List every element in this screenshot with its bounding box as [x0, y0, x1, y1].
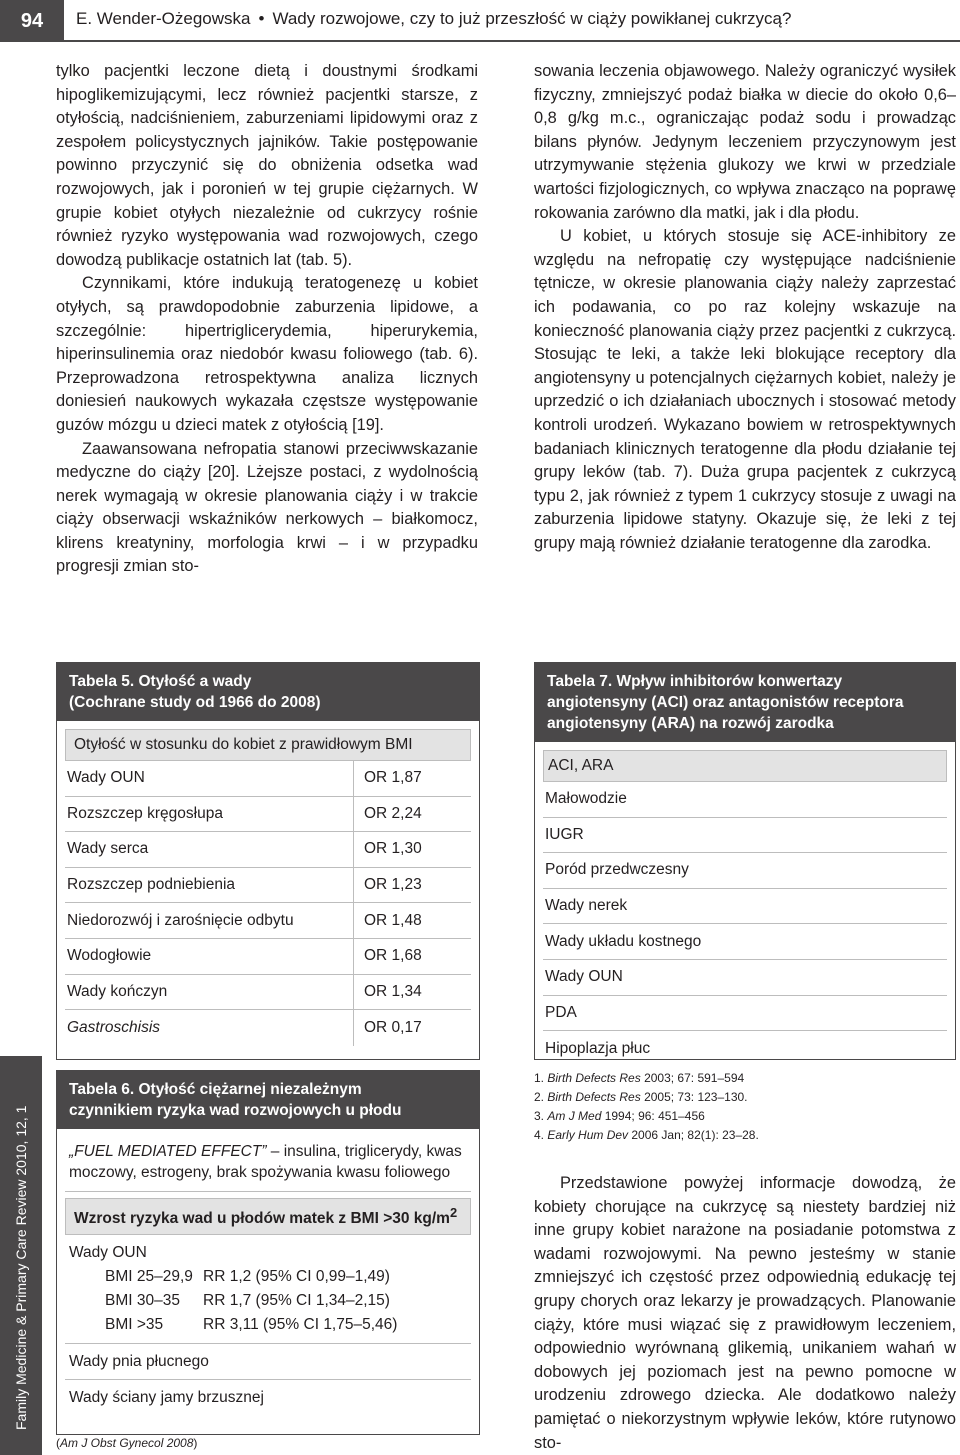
- reference-item: 3. Am J Med 1994; 96: 451–456: [534, 1109, 705, 1123]
- table-row: IUGR: [543, 818, 947, 854]
- paragraph: U kobiet, u których stosuje się ACE-inhibitory ze względu na nefropatię czy występujące nadciśnienie tętnicze, w okresie planowania ciąży należy zaprzestać ich podawania, co po raz kolejny wskazuje na konieczność planowania ciąży przez pacjentki z cukrzycą. Stosując te leki, a także leki blokujące receptory dla angiotensyny u potencjalnych ciężarnych kobiet, należy je uprzedzić o ich działaniach ubocznych i stosować metody kontroli urodzeń. Wykazano bowiem w retrospektywnych badaniach klinicznych teratogenne dla płodu działanie tej grupy leków (tab. 7). Duża grupa pacjentek z cukrzycą typu 2, jak również z typem 1 cukrzycy stosuje z uwagi na zaburzenia lipidowe statyny. Okazuje się, że leki z tej grupy mają również działanie teratogenne dla zarodka.: [534, 227, 956, 552]
- table-7-subheader: ACI, ARA: [543, 750, 947, 782]
- table-5-rows: [65, 761, 471, 1046]
- page-number: 94: [0, 0, 64, 42]
- table-row: Niedorozwój i zarośnięcie odbytu OR 1,48: [65, 903, 471, 939]
- table-row: Wady serca OR 1,30: [65, 832, 471, 868]
- table-row: Wady układu kostnego: [543, 924, 947, 960]
- table-6-group: [65, 1235, 471, 1344]
- journal-sidebar-label: Family Medicine & Primary Care Review 2010, 12, 1: [13, 1105, 29, 1430]
- table-row: Gastroschisis OR 0,17: [65, 1010, 471, 1046]
- table-row: Wady OUN OR 1,87: [65, 761, 471, 797]
- running-head-author: E. Wender-Ożegowska: [76, 9, 251, 28]
- table-row: Poród przedwczesny: [543, 853, 947, 889]
- table-row: BMI 25–29,9 RR 1,2 (95% CI 0,99–1,49): [105, 1268, 390, 1286]
- table-row: BMI >35 RR 3,11 (95% CI 1,75–5,46): [105, 1316, 398, 1334]
- reference-item: 2. Birth Defects Res 2005; 73: 123–130.: [534, 1090, 748, 1104]
- table-row: Rozszczep kręgosłupa OR 2,24: [65, 797, 471, 833]
- table-row: Wady nerek: [543, 889, 947, 925]
- table-6-source: (Am J Obst Gynecol 2008): [56, 1436, 198, 1450]
- table-row: Wady OUN: [543, 960, 947, 996]
- reference-item: 1. Birth Defects Res 2003; 67: 591–594: [534, 1071, 745, 1085]
- page-header: [0, 0, 960, 42]
- table-row: BMI 30–35 RR 1,7 (95% CI 1,34–2,15): [105, 1292, 390, 1310]
- table-6-fuel-effect: „FUEL MEDIATED EFFECT” – insulina, triglicerydy, kwas moczowy, estrogeny, brak spożywania kwasu foliowego: [65, 1137, 471, 1192]
- right-column-text: [534, 60, 956, 555]
- running-head: [76, 9, 791, 29]
- table-7-rows: [543, 782, 947, 1067]
- table-6-title: Tabela 6. Otyłość ciężarnej niezależnym czynnikiem ryzyka wad rozwojowych u płodu: [57, 1071, 479, 1129]
- table-row: Hipoplazja płuc: [545, 1039, 651, 1057]
- paragraph: Zaawansowana nefropatia stanowi przeciwwskazanie medyczne do ciąży [20]. Lżejsze postaci, z wydolnością nerek wymagają w okresie planowania ciąży i w trakcie ciąży obserwacji wskaźników nerkowych – białkomocz, klirens kreatyniny, morfologia krwi – i w przypadku progresji zmian sto-: [56, 439, 478, 576]
- table-row: Wady kończyn OR 1,34: [65, 975, 471, 1011]
- table-7: [534, 662, 956, 1060]
- running-head-separator: •: [258, 9, 265, 28]
- table-row: Wady pnia płucnego: [65, 1344, 471, 1380]
- table-row: PDA: [543, 996, 947, 1032]
- table-5: [56, 662, 480, 1060]
- table-7-title: Tabela 7. Wpływ inhibitorów konwertazy angiotensyny (ACI) oraz antagonistów receptora angiotensyny (ARA) na rozwój zarodka: [535, 663, 955, 742]
- paragraph: Przedstawione powyżej informacje dowodzą, że kobiety chorujące na cukrzycę są niestety bardziej niż inne grupy kobiet narażone na posiadanie potomstwa z wadami rozwojowymi. Na pewno jesteśmy w stanie zmniejszyć ich częstość przez odpowiednią edukację tej grupy chorych oraz lekarzy je prowadzących. Planowanie ciąży, które musi wiązać się z prawidłowym leczeniem, odpowiednio wyrównaną glikemią, unikaniem wahań w dobowych jej poziomach jest na pewno pomocne w urodzeniu zdrowego dziecka. Ale dodatkowo należy pamiętać o niekorzystnym wpływie leków, które rutynowo sto-: [534, 1174, 956, 1452]
- table-6: [56, 1070, 480, 1435]
- table-row: Wodogłowie OR 1,68: [65, 939, 471, 975]
- running-head-title: Wady rozwojowe, czy to już przeszłość w ciąży powikłanej cukrzycą?: [272, 9, 792, 28]
- table-5-subheader: Otyłość w stosunku do kobiet z prawidłowym BMI: [65, 729, 471, 761]
- paragraph: tylko pacjentki leczone dietą i doustnymi środkami hipoglikemizującymi, lecz również pacjentki starsze, z otyłością, nadciśnieniem, zaburzeniami lipidowymi oraz z zespołem policystycznych jajników. Takie postępowanie powinno przyczynić się do obniżenia odsetka wad rozwojowych, jak i poronień w tej grupie ciężarnych. W grupie kobiet otyłych niezależnie od cukrzycy rośnie również ryzyko występowania wad rozwojowych, czego dowodzą publikacje ostatnich lat (tab. 5).: [56, 62, 478, 269]
- table-row: Małowodzie: [543, 782, 947, 818]
- reference-item: 4. Early Hum Dev 2006 Jan; 82(1): 23–28.: [534, 1128, 759, 1142]
- table-7-references: [534, 1069, 759, 1145]
- closing-paragraph: [534, 1172, 956, 1455]
- table-row: Rozszczep podniebienia OR 1,23: [65, 868, 471, 904]
- table-6-group-label: Wady OUN: [69, 1244, 147, 1262]
- table-6-subheader: Wzrost ryzyka wad u płodów matek z BMI >30 $kg/m^2$: [65, 1198, 471, 1235]
- table-row: Wady ściany jamy brzusznej: [69, 1389, 264, 1407]
- left-column-text: [56, 60, 478, 579]
- table-5-title: Tabela 5. Otyłość a wady (Cochrane study od 1966 do 2008): [57, 663, 479, 721]
- paragraph: sowania leczenia objawowego. Należy ograniczyć wysiłek fizyczny, zmniejszyć podaż białka w diecie do około 0,6–0,8 g/kg m.c., ograniczając podaż sodu i prowadząc bilans płynów. Jedynym leczeniem przyczynowym jest utrzymywanie stężenia glukozy we krwi w przedziale wartości fizjologicznych, co wpływa znacząco na poprawę rokowania zarówno dla matki, jak i dla płodu.: [534, 62, 956, 222]
- paragraph: Czynnikami, które indukują teratogenezę u kobiet otyłych, są prawdopodobnie zaburzenia lipidowe, a szczególnie: hipertriglicerydemia, hiperurykemia, hiperinsulinemia oraz niedobór kwasu foliowego (tab. 6). Przeprowadzona retrospektywna analiza licznych doniesień naukowych wykazała częstsze występowanie guzów mózgu u dzieci matek z otyłością [19].: [56, 274, 478, 434]
